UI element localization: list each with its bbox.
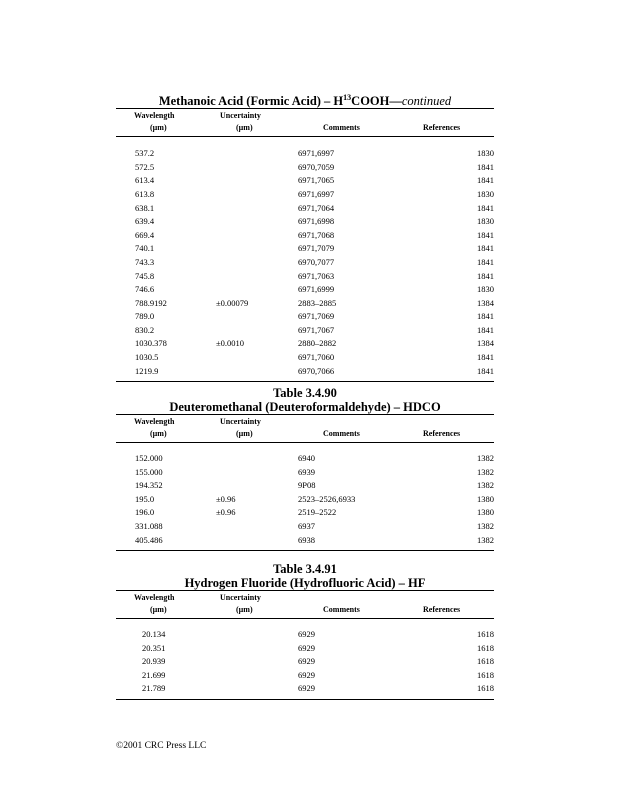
table-row [116, 479, 494, 493]
wavelength-cell: 20.134 [142, 629, 166, 639]
comments-cell: 6929 [298, 669, 315, 680]
table-body [116, 137, 494, 381]
comments-cell: 6971,7067 [298, 324, 335, 335]
table-row [116, 520, 494, 534]
bottom-rule [116, 699, 494, 700]
table-row [116, 229, 494, 243]
column-header: Wavelength (µm) Uncertainty (µm) Comments References [134, 593, 461, 614]
wavelength-cell: 788.9192 [135, 297, 167, 308]
comments-cell: 2880–2882 [298, 338, 337, 349]
references-cell: 1382 [477, 534, 494, 545]
comments-cell: 2883–2885 [298, 297, 337, 308]
comments-cell: 6971,7065 [298, 175, 335, 186]
comments-cell: 2523–2526,6933 [298, 493, 356, 504]
comments-cell: 2519–2522 [298, 507, 337, 518]
wavelength-cell: 195.0 [135, 493, 155, 504]
table-row [116, 174, 494, 188]
wavelength-cell: 155.000 [135, 466, 163, 477]
wavelength-cell: 21.789 [142, 683, 166, 694]
wavelength-cell: 638.1 [135, 202, 155, 213]
wavelength-cell: 1030.5 [135, 352, 159, 363]
uncertainty-cell: ±0.96 [216, 507, 236, 518]
references-cell: 1380 [477, 507, 494, 518]
comments-cell: 6971,7060 [298, 352, 335, 363]
references-cell: 1618 [477, 642, 494, 653]
wavelength-cell: 196.0 [135, 507, 155, 518]
table-row [116, 682, 494, 696]
table-row [116, 188, 494, 202]
table-row [116, 466, 494, 480]
wavelength-cell: 669.4 [135, 229, 155, 240]
references-cell: 1841 [477, 202, 494, 213]
references-cell: 1618 [477, 656, 494, 667]
bottom-rule [116, 550, 494, 551]
table-row [116, 270, 494, 284]
references-cell: 1830 [477, 216, 494, 227]
comments-cell: 6971,6997 [298, 188, 335, 199]
references-cell: 1830 [477, 284, 494, 295]
table-row [116, 452, 494, 466]
bottom-rule [116, 381, 494, 382]
table-row [116, 256, 494, 270]
comments-cell: 6929 [298, 642, 315, 653]
comments-cell: 6971,7069 [298, 311, 335, 322]
wavelength-cell: 613.8 [135, 188, 155, 199]
wavelength-cell: 537.2 [135, 148, 155, 159]
table-row [116, 337, 494, 351]
comments-cell: 6970,7059 [298, 161, 335, 172]
table-row [116, 147, 494, 161]
comments-cell: 6971,7063 [298, 270, 335, 281]
wavelength-cell: 639.4 [135, 216, 155, 227]
comments-cell: 6940 [298, 453, 315, 463]
uncertainty-cell: ±0.0010 [216, 338, 245, 349]
table-3-4-91 [116, 562, 494, 700]
wavelength-cell: 572.5 [135, 161, 155, 172]
wavelength-cell: 830.2 [135, 324, 155, 335]
wavelength-cell: 331.088 [135, 520, 163, 531]
table-row [116, 161, 494, 175]
table-row [116, 215, 494, 229]
references-cell: 1830 [477, 188, 494, 199]
wavelength-cell: 20.939 [142, 656, 166, 667]
table-row [116, 202, 494, 216]
uncertainty-cell: ±0.96 [216, 493, 236, 504]
table-row [116, 297, 494, 311]
comments-cell: 6971,6998 [298, 216, 335, 227]
table-title: Methanoic Acid (Formic Acid) – $H^{13}COOH—continued$ [158, 93, 452, 109]
references-cell: 1841 [477, 270, 494, 281]
comments-cell: 6971,7068 [298, 229, 335, 240]
column-header: Wavelength (µm) Uncertainty (µm) Comments References [134, 417, 461, 438]
references-cell: 1382 [477, 520, 494, 531]
references-cell: 1841 [477, 256, 494, 267]
comments-cell: 6971,6999 [298, 284, 335, 295]
references-cell: 1618 [477, 629, 494, 639]
references-cell: 1841 [477, 243, 494, 254]
table-title: Hydrogen Fluoride (Hydrofluoric Acid) – HF [184, 576, 426, 590]
references-cell: 1380 [477, 493, 494, 504]
wavelength-cell: 21.699 [142, 669, 166, 680]
column-header: Wavelength (µm) Uncertainty (µm) Comments References [134, 111, 461, 133]
wavelength-cell: 746.6 [135, 284, 155, 295]
wavelength-cell: 405.486 [135, 534, 163, 545]
table-row [116, 351, 494, 365]
comments-cell: 6938 [298, 534, 315, 545]
comments-cell: 6929 [298, 629, 315, 639]
comments-cell: 6929 [298, 656, 315, 667]
comments-cell: 6939 [298, 466, 315, 477]
table-row [116, 365, 494, 379]
references-cell: 1618 [477, 683, 494, 694]
wavelength-cell: 1219.9 [135, 365, 159, 376]
references-cell: 1841 [477, 365, 494, 376]
comments-cell: 6937 [298, 520, 315, 531]
table-row [116, 642, 494, 656]
references-cell: 1841 [477, 352, 494, 363]
references-cell: 1382 [477, 466, 494, 477]
references-cell: 1841 [477, 175, 494, 186]
wavelength-cell: 789.0 [135, 311, 155, 322]
wavelength-cell: 152.000 [135, 453, 163, 463]
table-row [116, 310, 494, 324]
comments-cell: 6971,7064 [298, 202, 335, 213]
comments-cell: 6970,7077 [298, 256, 335, 267]
references-cell: 1382 [477, 480, 494, 491]
uncertainty-cell: ±0.00079 [216, 297, 249, 308]
table-row [116, 324, 494, 338]
wavelength-cell: 743.3 [135, 256, 155, 267]
table-row [116, 655, 494, 669]
references-cell: 1841 [477, 161, 494, 172]
wavelength-cell: 1030.378 [135, 338, 167, 349]
table-number: Table 3.4.90 [273, 386, 337, 400]
table-row [116, 628, 494, 642]
comments-cell: 6970,7066 [298, 365, 335, 376]
table-body [116, 443, 494, 550]
table-row [116, 493, 494, 507]
table-body [116, 619, 494, 699]
table-row [116, 669, 494, 683]
references-cell: 1841 [477, 311, 494, 322]
table-number: Table 3.4.91 [273, 562, 337, 576]
table-3-4-90 [116, 386, 494, 551]
references-cell: 1618 [477, 669, 494, 680]
comments-cell: 9P08 [298, 480, 316, 491]
table-row [116, 534, 494, 548]
table-row [116, 506, 494, 520]
table-row [116, 283, 494, 297]
references-cell: 1384 [477, 338, 494, 349]
wavelength-cell: 20.351 [142, 642, 166, 653]
references-cell: 1384 [477, 297, 494, 308]
wavelength-cell: 745.8 [135, 270, 155, 281]
table-title: Deuteromethanal (Deuteroformaldehyde) – HDCO [169, 400, 441, 414]
comments-cell: 6971,7079 [298, 243, 335, 254]
table-row [116, 242, 494, 256]
wavelength-cell: 194.352 [135, 480, 163, 491]
copyright-footer: ©2001 CRC Press LLC [116, 741, 207, 751]
references-cell: 1841 [477, 324, 494, 335]
comments-cell: 6929 [298, 683, 315, 694]
comments-cell: 6971,6997 [298, 148, 335, 159]
references-cell: 1841 [477, 229, 494, 240]
table-methanoic-acid [116, 91, 494, 382]
wavelength-cell: 740.1 [135, 243, 155, 254]
references-cell: 1830 [477, 148, 494, 159]
references-cell: 1382 [477, 453, 494, 463]
wavelength-cell: 613.4 [135, 175, 155, 186]
